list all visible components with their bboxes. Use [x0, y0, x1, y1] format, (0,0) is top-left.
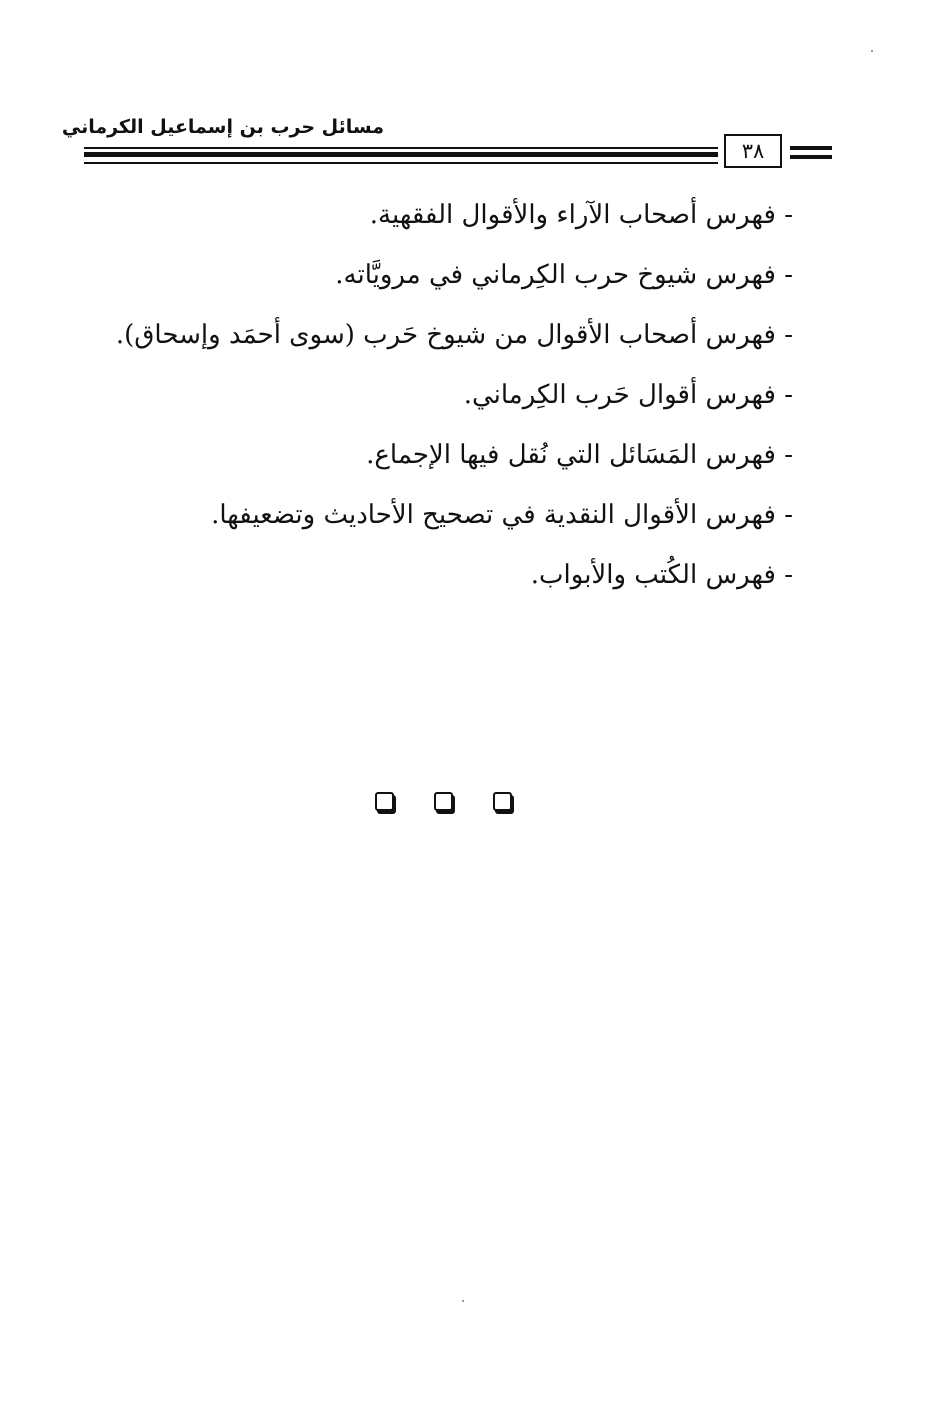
- header-rule-thick: [84, 152, 718, 157]
- list-item: - فهرس الأقوال النقدية في تصحيح الأحاديث وتضعيفها.: [211, 500, 793, 530]
- running-header: [61, 112, 832, 172]
- header-rule-thin-top: [84, 147, 718, 149]
- list-item: - فهرس شيوخ حرب الكِرماني في مرويَّاته.: [335, 260, 793, 290]
- page-number: ٣٨: [741, 139, 765, 163]
- header-rule-thin-bottom: [84, 162, 718, 164]
- square-box-icon: [375, 792, 394, 811]
- scan-speck: [871, 50, 873, 52]
- square-box-icon: [493, 792, 512, 811]
- book-title: مسائل حرب بن إسماعيل الكرماني: [61, 116, 384, 138]
- page-number-box: [724, 134, 782, 168]
- list-item: - فهرس أقوال حَرب الكِرماني.: [463, 380, 793, 410]
- list-item: - فهرس الكُتب والأبواب.: [530, 560, 793, 590]
- scan-speck: [462, 1300, 464, 1302]
- list-item: - فهرس أصحاب الأقوال من شيوخ حَرب (سوى أحمَد وإسحاق).: [115, 320, 793, 350]
- square-box-icon: [434, 792, 453, 811]
- section-end-ornament: [373, 792, 523, 818]
- list-item: - فهرس أصحاب الآراء والأقوال الفقهية.: [369, 200, 793, 230]
- double-bar-icon: [790, 146, 832, 162]
- index-list: [115, 190, 793, 610]
- list-item: - فهرس المَسَائل التي نُقل فيها الإجماع.: [366, 440, 793, 470]
